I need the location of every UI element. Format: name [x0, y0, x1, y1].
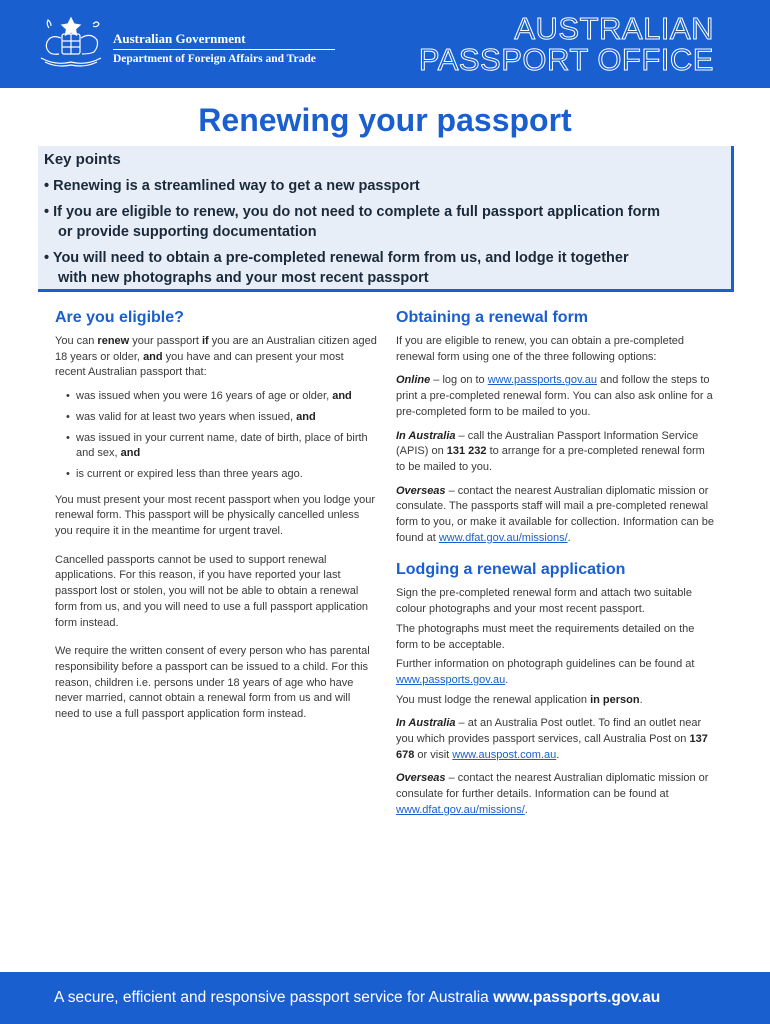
eligible-intro: You can renew your passport if you are an Australian citizen aged 18 years or older, and you have and can present your most recent Australian passport that:: [55, 335, 377, 379]
eligibility-column: [55, 308, 377, 731]
obtain-in-australia: In Australia – call the Australian Passport Information Service (APIS) on 131 232 to arrange for a pre-completed renewal form to be mailed to you.: [396, 429, 705, 473]
header-divider: [113, 49, 335, 50]
list-item: • was issued in your current name, date of birth, place of birth and sex, and: [55, 431, 377, 462]
passports-link[interactable]: www.passports.gov.au: [396, 673, 506, 686]
key-point-text: • You will need to obtain a pre-completed renewal form from us, and lodge it together: [44, 250, 629, 266]
footer-url[interactable]: www.passports.gov.au: [493, 989, 661, 1006]
parental-consent-paragraph: We require the written consent of every person who has parental responsibility before a passport can be issued to a child. For this reason, children i.e. persons under 18 years of age who have never married, cannot obtain a renewal form from us and will need to use a full passport application form instead.: [55, 645, 370, 721]
lodging-photos: The photographs must meet the requirements detailed on the form to be acceptable.: [396, 622, 695, 651]
obtain-overseas: Overseas – contact the nearest Australian diplomatic mission or consulate. The passports staff will mail a pre-completed renewal form to you, or make it available for collection. Information can be found at www.dfat.gov.au/missions/.: [396, 484, 714, 544]
key-point-text: • Renewing is a streamlined way to get a new passport: [44, 178, 420, 194]
lodging-heading: Lodging a renewal application: [396, 561, 626, 579]
key-point-text-cont: with new photographs and your most recent passport: [58, 269, 429, 286]
lodge-in-australia: In Australia – at an Australia Post outlet. To find an outlet near you which provides passport services, call Australia Post on 137 678 or visit www.auspost.com.au.: [396, 717, 708, 761]
logo-line-2: PASSPORT OFFICE: [418, 42, 714, 77]
eligibility-criteria-list: [55, 389, 377, 483]
obtaining-intro: If you are eligible to renew, you can obtain a pre-completed renewal form using one of the three following options:: [396, 335, 685, 363]
key-point-text: • If you are eligible to renew, you do not need to complete a full passport application form: [44, 204, 661, 220]
cancelled-passport-paragraph: Cancelled passports cannot be used to support renewal applications. For this reason, if you have reported your last passport lost or stolen, you will not be able to obtain a renewal form from us, and you will need to use a full passport application form instead.: [55, 553, 369, 629]
list-item: • was valid for at least two years when issued, and: [55, 410, 377, 426]
dfat-missions-link[interactable]: www.dfat.gov.au/missions/: [396, 803, 525, 816]
key-points-heading: Key points: [44, 151, 121, 168]
logo-line-1: AUSTRALIAN: [514, 11, 714, 46]
footer-tagline: A secure, efficient and responsive passport service for Australia www.passports.gov.au: [54, 989, 661, 1006]
eligible-heading: Are you eligible?: [55, 309, 184, 326]
lodging-in-person: You must lodge the renewal application in person.: [396, 693, 643, 706]
lodge-overseas: Overseas – contact the nearest Australian diplomatic mission or consulate for further details. Information can be found at www.dfat.gov.au/missions/.: [396, 772, 709, 816]
renewal-column: [396, 308, 714, 827]
auspost-link[interactable]: www.auspost.com.au: [452, 748, 557, 761]
page-title: Renewing your passport: [198, 102, 572, 138]
footer-banner: [0, 972, 770, 1024]
list-item: • is current or expired less than three years ago.: [55, 467, 377, 483]
dept-name: Department of Foreign Affairs and Trade: [113, 53, 316, 65]
passports-link[interactable]: www.passports.gov.au: [487, 374, 597, 387]
obtain-online: Online – log on to www.passports.gov.au and follow the steps to print a pre-completed renewal form. You can also ask online for a pre-completed form to be mailed to you.: [396, 374, 713, 418]
coat-of-arms-icon: [35, 14, 107, 70]
list-item: • was issued when you were 16 years of age or older, and: [55, 389, 377, 405]
obtaining-heading: Obtaining a renewal form: [396, 309, 589, 326]
lodging-sign: Sign the pre-completed renewal form and attach two suitable colour photographs and your most recent passport.: [396, 587, 692, 616]
gov-name: Australian Government: [113, 31, 246, 46]
key-point-3: [44, 249, 734, 288]
header-banner: [0, 0, 770, 88]
passport-office-logo: [419, 13, 714, 75]
key-point-2: [44, 203, 734, 242]
dfat-missions-link[interactable]: www.dfat.gov.au/missions/: [438, 531, 568, 544]
lodging-guidelines: Further information on photograph guidelines can be found at www.passports.gov.au.: [396, 658, 695, 686]
key-point-1: [44, 177, 734, 197]
key-point-text-cont: or provide supporting documentation: [58, 223, 317, 240]
present-passport-paragraph: You must present your most recent passport when you lodge your renewal form. This passport will be physically cancelled unless you require it in the meantime for urgent travel.: [55, 493, 375, 538]
